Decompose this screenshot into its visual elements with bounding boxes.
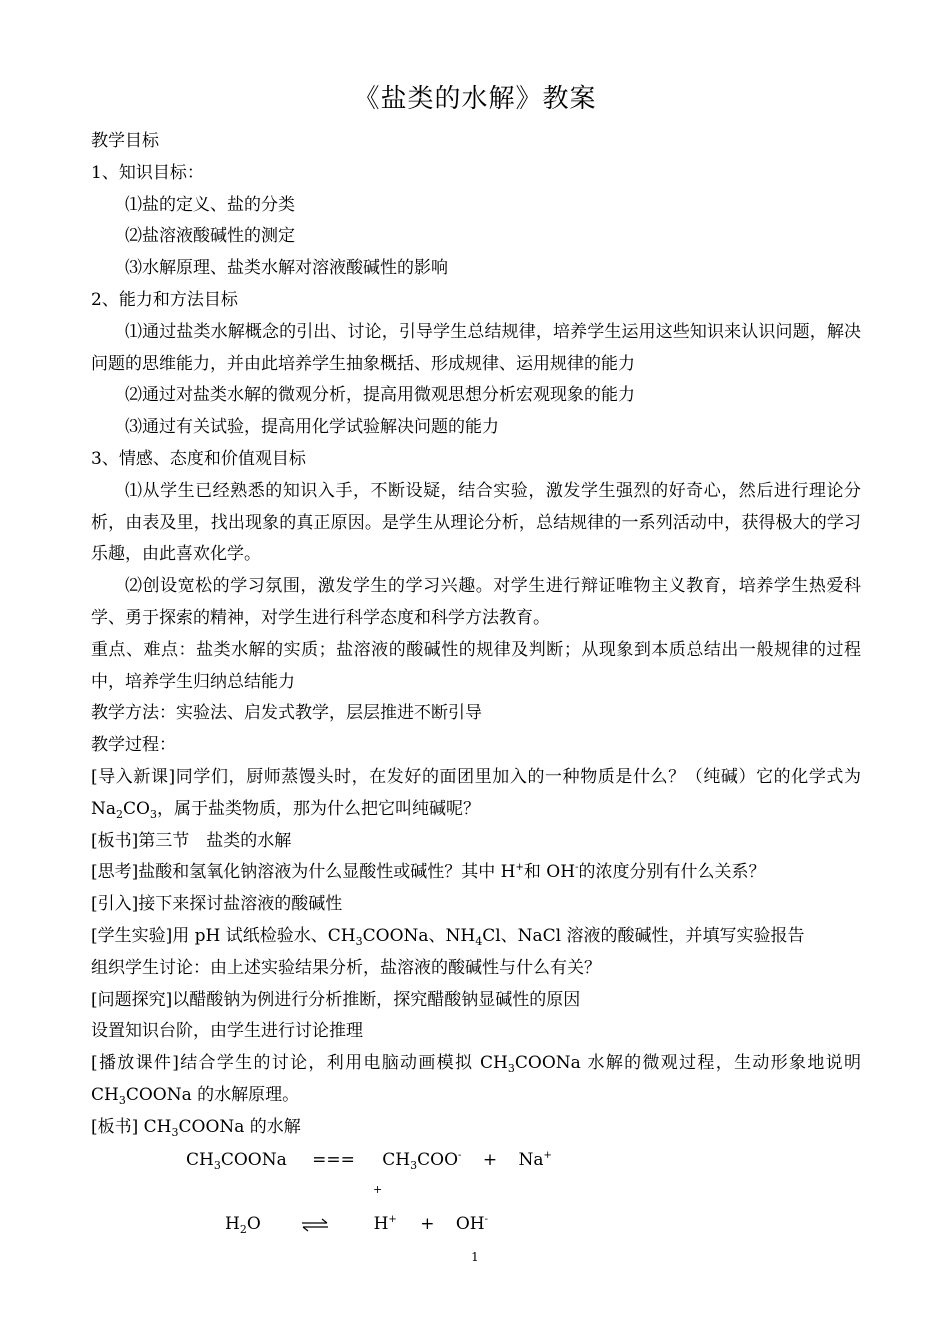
intro-text: [导入新课]同学们，厨师蒸馒头时，在发好的面团里加入的一种物质是什么？（纯碱）它的化学式为Na [91, 766, 861, 819]
page-number: 1 [471, 1250, 479, 1264]
subscript: 2 [239, 1223, 247, 1236]
ability-item: ⑵通过对盐类水解的微观分析，提高用微观思想分析宏观现象的能力 [125, 385, 635, 406]
formula-part: H [373, 1214, 389, 1234]
subscript: 3 [213, 1159, 221, 1172]
board-note-2 [91, 1112, 861, 1144]
steps-line: 设置知识台阶，由学生进行讨论推理 [91, 1021, 363, 1042]
superscript: + [388, 1214, 397, 1225]
discussion-line: 组织学生讨论：由上述实验结果分析，盐溶液的酸碱性与什么有关？ [91, 957, 601, 978]
formula [225, 1214, 261, 1234]
formula [374, 1214, 397, 1234]
ability-item: ⑶通过有关试验，提高用化学试验解决问题的能力 [125, 417, 499, 438]
subscript: 3 [118, 1093, 126, 1107]
formula-part: CH [382, 1150, 411, 1170]
plus-sign: + [420, 1214, 435, 1234]
experiment-text: Cl、NaCl 溶液的酸碱性，并填写实验报告 [482, 925, 805, 946]
formula [186, 1150, 287, 1170]
emotion-item: ⑴从学生已经熟悉的知识入手，不断设疑，结合实验，激发学生强烈的好奇心，然后进行理论分析，由表及里，找出现象的真正原因。是学生从理论分析，总结规律的一系列活动中，获得极大的学习乐趣，由此喜欢化学。 [91, 480, 861, 565]
intro-paragraph [91, 762, 861, 826]
courseware-text: [播放课件]结合学生的讨论，利用电脑动画模拟 CH [91, 1053, 508, 1074]
objectives-heading: 教学目标 [91, 131, 159, 151]
formula-part: COO [417, 1150, 459, 1170]
knowledge-item: ⑵盐溶液酸碱性的测定 [125, 226, 295, 247]
courseware-text: COONa 的水解原理。 [125, 1084, 300, 1105]
emotion-heading: 3、情感、态度和价值观目标 [91, 448, 306, 469]
experiment-line [91, 921, 861, 953]
teaching-method: 教学方法：实验法、启发式教学，层层推进不断引导 [91, 703, 482, 724]
superscript: + [515, 862, 524, 874]
knowledge-item: ⑶水解原理、盐类水解对溶液酸碱性的影响 [125, 258, 448, 279]
knowledge-item: ⑴盐的定义、盐的分类 [125, 194, 295, 215]
formula-part: COONa [220, 1150, 287, 1170]
intro-text: ，属于盐类物质，那为什么把它叫纯碱呢？ [156, 798, 480, 819]
emotion-item: ⑵创设宽松的学习氛围，激发学生的学习兴趣。对学生进行辩证唯物主义教育，培养学生热爱科学、勇于探索的精神，对学生进行科学态度和科学方法教育。 [91, 576, 861, 628]
water-ionization-equation [225, 1214, 488, 1234]
page-title: 《盐类的水解》教案 [353, 84, 597, 114]
experiment-text: [学生实验]用 pH 试纸检验水、CH [91, 925, 356, 946]
experiment-text: COONa、NH [362, 925, 476, 946]
formula-part: CH [186, 1150, 214, 1170]
key-points: 重点、难点：盐类水解的实质；盐溶液的酸碱性的规律及判断；从现象到本质总结出一般规律的过程中，培养学生归纳总结能力 [91, 639, 861, 692]
board-text: COONa 的水解 [178, 1116, 301, 1137]
subscript: 3 [149, 807, 157, 821]
plus-sign: + [482, 1150, 498, 1170]
superscript: - [575, 862, 579, 874]
lead-line: [引入]接下来探讨盐溶液的酸碱性 [91, 894, 343, 915]
courseware-text: COONa 水解的微观过程，生动形象地说明 CH [91, 1053, 861, 1105]
formula-part: OH [455, 1214, 485, 1234]
superscript: + [543, 1150, 552, 1161]
small-plus-sign: + [373, 1183, 383, 1196]
intro-text: CO [123, 798, 150, 819]
formula-part: Na [518, 1150, 544, 1170]
formula [518, 1150, 551, 1170]
formula [456, 1214, 488, 1234]
subscript: 3 [355, 934, 363, 948]
subscript: 3 [507, 1062, 515, 1076]
think-line [91, 857, 861, 889]
subscript: 2 [116, 807, 124, 821]
board-text: [板书] CH [91, 1116, 172, 1137]
formula-part: O [246, 1214, 261, 1234]
explore-line: [问题探究]以醋酸钠为例进行分析推断，探究醋酸钠显碱性的原因 [91, 989, 581, 1010]
superscript: - [484, 1214, 489, 1225]
subscript: 4 [475, 934, 483, 948]
subscript: 3 [410, 1159, 418, 1172]
superscript: - [458, 1150, 462, 1161]
formula-part: H [225, 1214, 240, 1234]
think-text: 的浓度分别有什么关系？ [578, 862, 766, 883]
ability-heading: 2、能力和方法目标 [91, 289, 238, 310]
process-heading: 教学过程： [91, 735, 176, 756]
think-text: [思考]盐酸和氢氧化钠溶液为什么显酸性或碱性？其中 H [91, 862, 516, 883]
board-note: [板书]第三节 盐类的水解 [91, 830, 292, 851]
equals-sign: === [312, 1150, 355, 1170]
equilibrium-arrow-icon [300, 1218, 330, 1232]
formula [382, 1150, 461, 1170]
dissociation-equation [186, 1150, 552, 1170]
document-body [91, 126, 861, 1144]
ability-item: ⑴通过盐类水解概念的引出、讨论，引导学生总结规律，培养学生运用这些知识来认识问题，解决问题的思维能力，并由此培养学生抽象概括、形成规律、运用规律的能力 [91, 321, 861, 374]
subscript: 3 [171, 1125, 179, 1139]
knowledge-heading: 1、知识目标： [91, 162, 204, 183]
think-text: 和 OH [523, 862, 576, 883]
courseware-paragraph [91, 1048, 861, 1112]
